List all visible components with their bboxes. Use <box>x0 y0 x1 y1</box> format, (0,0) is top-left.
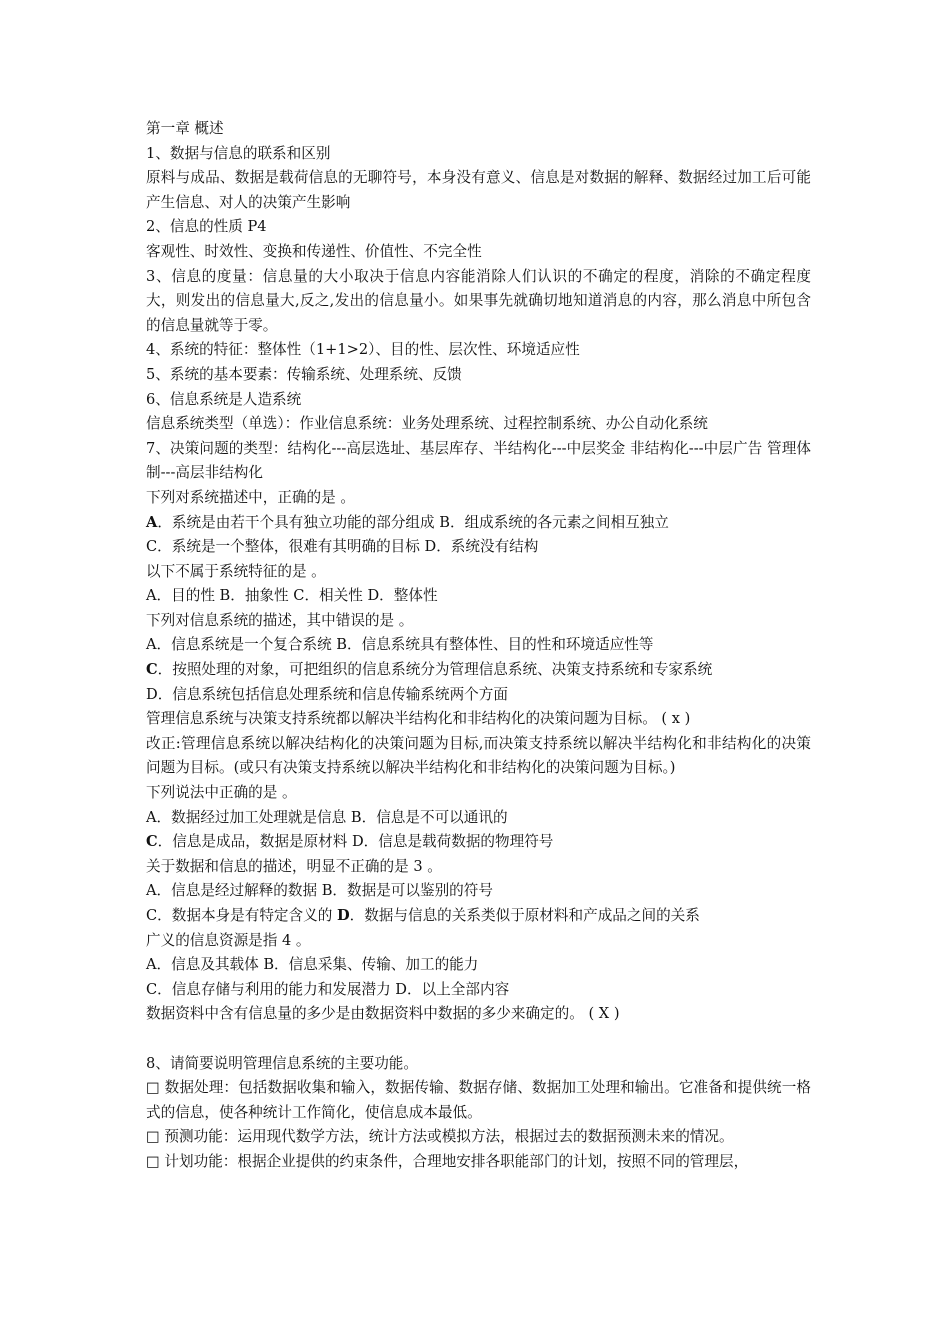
paragraph: 3、信息的度量：信息量的大小取决于信息内容能消除人们认识的不确定的程度，消除的不确定程度大，则发出的信息量大,反之,发出的信息量小。如果事先就确切地知道消息的内容，那么消息中所包含的信息量就等于零。 <box>146 267 811 334</box>
answer-options: C．系统是一个整体，很难有其明确的目标 D．系统没有结构 <box>146 538 539 556</box>
question: 下列对系统描述中，正确的是 。 <box>146 488 355 506</box>
answer-options <box>146 904 811 929</box>
section-heading: 2、信息的性质 P4 <box>146 218 267 236</box>
answer-options: D．信息系统包括信息处理系统和信息传输系统两个方面 <box>146 685 508 703</box>
bullet-item: □ 数据处理：包括数据收集和输入，数据传输、数据存储、数据加工处理和输出。它准备和提供统一格式的信息，使各种统计工作简化，使信息成本最低。 <box>146 1079 811 1121</box>
answer-options: A．信息系统是一个复合系统 B．信息系统具有整体性、目的性和环境适应性等 <box>146 636 654 654</box>
question: 关于数据和信息的描述，明显不正确的是 3 。 <box>146 857 442 875</box>
option-letter: D <box>336 907 350 924</box>
paragraph: 5、系统的基本要素：传输系统、处理系统、反馈 <box>146 365 462 383</box>
chapter-title: 第一章 概述 <box>146 120 224 137</box>
paragraph: 7、决策问题的类型：结构化---高层选址、基层库存、半结构化---中层奖金 非结构化---中层广告 管理体制---高层非结构化 <box>146 439 811 482</box>
option-text: ．数据与信息的关系类似于原材料和产成品之间的关系 <box>349 907 700 924</box>
section-heading: 1、数据与信息的联系和区别 <box>146 144 331 162</box>
section-heading: 8、请简要说明管理信息系统的主要功能。 <box>146 1054 418 1072</box>
question: 以下不属于系统特征的是 。 <box>146 562 326 580</box>
true-false-question: 管理信息系统与决策支持系统都以解决半结构化和非结构化的决策问题为目标。 ( x ) <box>146 710 691 728</box>
answer-options: A．数据经过加工处理就是信息 B．信息是不可以通讯的 <box>146 808 508 826</box>
question: 下列对信息系统的描述，其中错误的是 。 <box>146 611 414 629</box>
question: 广义的信息资源是指 4 。 <box>146 931 311 949</box>
question: 下列说法中正确的是 。 <box>146 784 297 802</box>
option-letter: C <box>146 661 158 679</box>
answer-options: A．信息是经过解释的数据 B．数据是可以鉴别的符号 <box>146 882 493 900</box>
answer-options <box>146 511 811 536</box>
option-text: ．信息是成品，数据是原材料 D．信息是载荷数据的物理符号 <box>157 833 554 851</box>
correction-note: 改正:管理信息系统以解决结构化的决策问题为目标,而决策支持系统以解决半结构化和非结构化的决策问题为目标。(或只有决策支持系统以解决半结构化和非结构化的决策问题为目标。) <box>146 734 811 777</box>
bullet-item: □ 预测功能：运用现代数学方法，统计方法或模拟方法，根据过去的数据预测未来的情况。 <box>146 1128 734 1146</box>
paragraph: 原料与成品、数据是载荷信息的无聊符号，本身没有意义、信息是对数据的解释、数据经过加工后可能产生信息、对人的决策产生影响 <box>146 169 811 211</box>
blank-line <box>146 1027 811 1052</box>
option-letter: C <box>146 833 158 851</box>
answer-options: A．信息及其载体 B．信息采集、传输、加工的能力 <box>146 956 479 974</box>
document-body <box>146 117 811 1175</box>
option-text: C．数据本身是有特定含义的 <box>146 907 337 924</box>
bullet-item: □ 计划功能：根据企业提供的约束条件，合理地安排各职能部门的计划，按照不同的管理层， <box>146 1152 749 1170</box>
answer-options: A．目的性 B．抽象性 C．相关性 D．整体性 <box>146 587 438 605</box>
option-letter: A <box>146 513 158 531</box>
true-false-question: 数据资料中含有信息量的多少是由数据资料中数据的多少来确定的。 ( X ) <box>146 1005 620 1023</box>
paragraph: 信息系统类型（单选）：作业信息系统：业务处理系统、过程控制系统、办公自动化系统 <box>146 415 708 433</box>
answer-options <box>146 658 811 683</box>
paragraph: 4、系统的特征：整体性（1+1>2）、目的性、层次性、环境适应性 <box>146 341 580 359</box>
option-text: ．按照处理的对象，可把组织的信息系统分为管理信息系统、决策支持系统和专家系统 <box>157 661 713 679</box>
paragraph: 客观性、时效性、变换和传递性、价值性、不完全性 <box>146 242 482 260</box>
option-text: ．系统是由若干个具有独立功能的部分组成 B．组成系统的各元素之间相互独立 <box>157 513 669 531</box>
answer-options <box>146 830 811 855</box>
paragraph: 6、信息系统是人造系统 <box>146 390 302 408</box>
answer-options: C．信息存储与利用的能力和发展潜力 D．以上全部内容 <box>146 980 510 998</box>
